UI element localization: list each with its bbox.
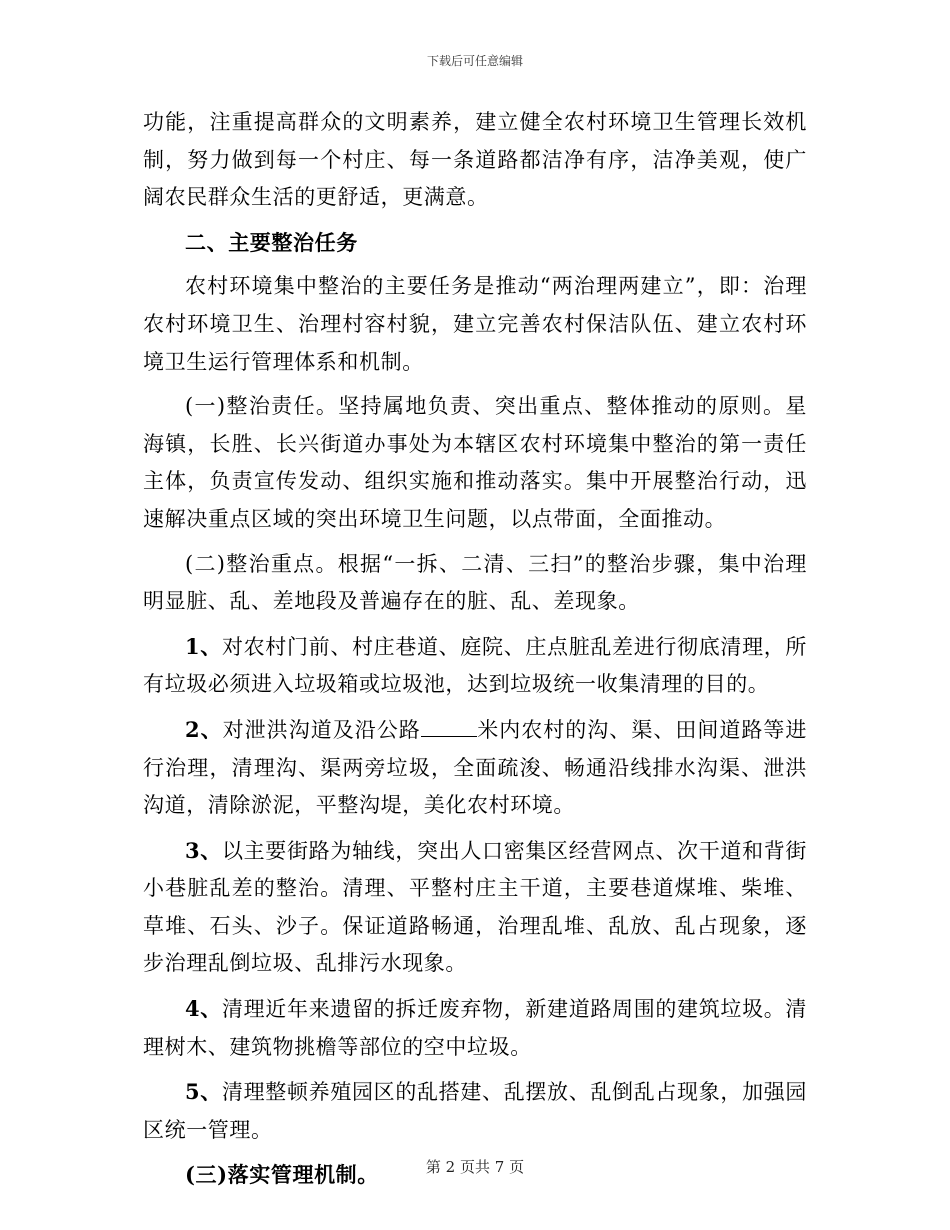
section-heading: 二、主要整治任务 [185,229,358,255]
list-item-text: 米内农村的沟、渠、田间道路等进行治理，清理沟、渠两旁垃圾，全面疏浚、畅通沿线排水沟渠、泄洪沟道，清除淤泥，平整沟堤，美化农村环境。 [143,717,808,818]
list-item [143,832,807,983]
page-header: 下载后可任意编辑 [426,54,523,68]
list-item-number: 2、 [185,716,223,742]
list-item-text: 对农村门前、村庄巷道、庭院、庄点脏乱差进行彻底清理，所有垃圾必须进入垃圾箱或垃圾池，达到垃圾统一收集清理的目的。 [143,634,808,697]
list-item-text: 清理近年来遗留的拆迁废弃物，新建道路周围的建筑垃圾。清理树木、建筑物挑檐等部位的空中垃圾。 [143,997,808,1059]
list-item [143,628,807,704]
list-item [143,1073,807,1149]
list-item [143,990,807,1066]
list-item-number: 1、 [185,633,222,659]
list-item-text: 对泄洪沟道及沿公路 [222,717,421,742]
section-heading: (三)落实管理机制。 [185,1162,379,1188]
document-body [143,104,807,1201]
list-item-number: 4、 [185,996,222,1022]
list-item-number: 3、 [185,837,222,863]
paragraph: (一)整治责任。坚持属地负责、突出重点、整体推动的原则。星海镇，长胜、长兴街道办事处为本辖区农村环境集中整治的第一责任主体，负责宣传发动、组织实施和推动落实。集中开展整治行动，迅速解决重点区域的突出环境卫生问题，以点带面，全面推动。 [143,394,807,531]
fill-in-blank [421,718,477,737]
paragraph: 农村环境集中整治的主要任务是推动“两治理两建立”，即：治理农村环境卫生、治理村容村貌，建立完善农村保洁队伍、建立农村环境卫生运行管理体系和机制。 [143,274,807,374]
list-item-text: 清理整顿养殖园区的乱搭建、乱摆放、乱倒乱占现象，加强园区统一管理。 [143,1080,808,1142]
list-item [143,711,807,825]
paragraph: (二)整治重点。根据“一拆、二清、三扫”的整治步骤，集中治理明显脏、乱、差地段及普遍存在的脏、乱、差现象。 [143,551,807,614]
page-footer: 第 2 页共 7 页 [425,1158,525,1176]
list-item-text: 以主要街路为轴线，突出人口密集区经营网点、次干道和背街小巷脏乱差的整治。清理、平整村庄主干道，主要巷道煤堆、柴堆、草堆、石头、沙子。保证道路畅通，治理乱堆、乱放、乱占现象，逐步治理乱倒垃圾、乱排污水现象。 [143,838,808,976]
list-item-number: 5、 [185,1079,222,1105]
paragraph: 功能，注重提高群众的文明素养，建立健全农村环境卫生管理长效机制，努力做到每一个村庄、每一条道路都洁净有序，洁净美观，使广阔农民群众生活的更舒适，更满意。 [143,110,807,210]
